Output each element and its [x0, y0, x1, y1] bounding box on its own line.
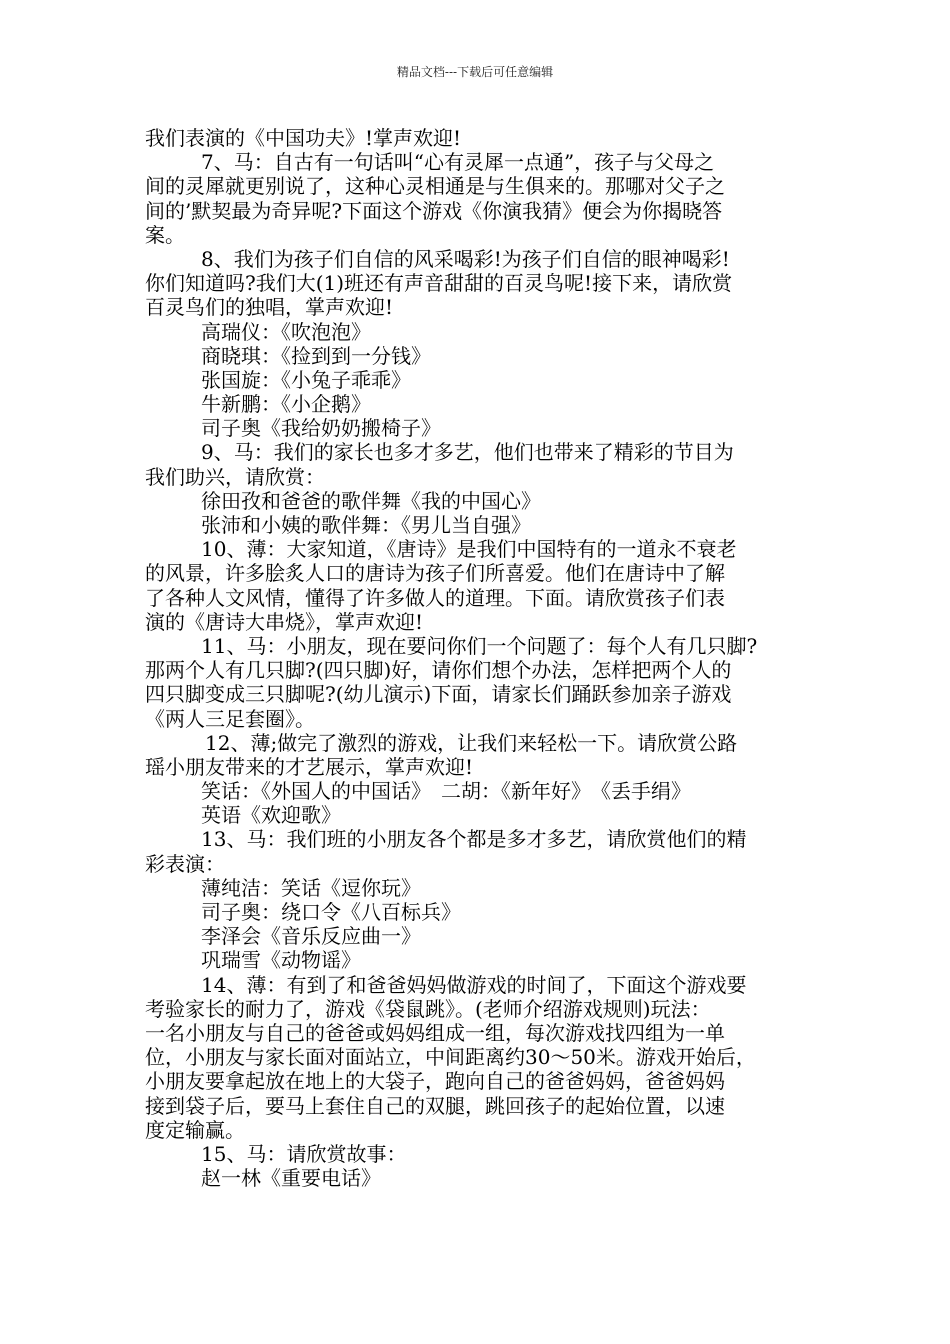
text-line: 一名小朋友与自己的爸爸或妈妈组成一组，每次游戏找四组为一单: [145, 1020, 725, 1045]
text-line: 10、薄：大家知道，《唐诗》是我们中国特有的一道永不衰老: [201, 537, 737, 562]
text-line: 7、马：自古有一句话叫“心有灵犀一点通”，孩子与父母之: [201, 150, 715, 175]
text-line: 徐田孜和爸爸的歌伴舞《我的中国心》: [201, 488, 541, 513]
text-line: 张沛和小姨的歌伴舞：《男儿当自强》: [201, 513, 531, 537]
text-line: 9、马：我们的家长也多才多艺，他们也带来了精彩的节目为: [201, 440, 734, 465]
text-line: 位，小朋友与家长面对面站立，中间距离约30～50米。游戏开始后，: [145, 1045, 756, 1070]
text-line: 的风景，许多脍炙人口的唐诗为孩子们所喜爱。他们在唐诗中了解: [145, 561, 725, 586]
text-line: 13、马：我们班的小朋友各个都是多才多艺，请欣赏他们的精: [201, 827, 747, 852]
document-body: [145, 126, 815, 1190]
text-line: 瑶小朋友带来的才艺展示，掌声欢迎!: [145, 754, 474, 779]
page-header: 精品文档---下载后可任意编辑: [396, 65, 554, 79]
text-line: 14、薄：有到了和爸爸妈妈做游戏的时间了，下面这个游戏要: [201, 972, 747, 997]
text-line: 商晓琪：《捡到到一分钱》: [201, 343, 431, 368]
text-line: 小朋友要拿起放在地上的大袋子，跑向自己的爸爸妈妈，爸爸妈妈: [145, 1069, 725, 1094]
text-line: 高瑞仪：《吹泡泡》: [201, 319, 371, 344]
text-line: 间的灵犀就更别说了，这种心灵相通是与生俱来的。那哪对父子之: [145, 174, 725, 199]
text-line: 司子奥《我给奶奶搬椅子》: [201, 416, 441, 441]
text-line: 张国旋：《小兔子乖乖》: [201, 367, 411, 392]
text-line: 巩瑞雪《动物谣》: [201, 948, 361, 973]
text-line: 赵一林《重要电话》: [201, 1166, 381, 1191]
text-line: 接到袋子后，要马上套住自己的双腿，跳回孩子的起始位置，以速: [145, 1093, 725, 1118]
text-line: 《两人三足套圈》。: [145, 706, 315, 731]
text-line: 我们表演的《中国功夫》!掌声欢迎!: [145, 126, 462, 150]
text-line: 度定输赢。: [145, 1117, 245, 1142]
text-line: 百灵鸟们的独唱，掌声欢迎!: [145, 295, 394, 320]
text-line: 11、马：小朋友，现在要问你们一个问题了：每个人有几只脚?: [201, 633, 758, 658]
text-line: 彩表演：: [145, 851, 225, 876]
text-line: 15、马：请欣赏故事：: [201, 1141, 407, 1166]
text-line: 间的’默契最为奇异呢?下面这个游戏《你演我猜》便会为你揭晓答: [145, 198, 723, 223]
text-line: 司子奥：绕口令《八百标兵》: [201, 900, 461, 924]
text-line: 了各种人文风情，懂得了许多做人的道理。下面。请欣赏孩子们表: [145, 585, 725, 610]
text-line: 考验家长的耐力了，游戏《袋鼠跳》。(老师介绍游戏规则)玩法：: [145, 996, 711, 1021]
text-line: 笑话：《外国人的中国话》 二胡：《新年好》 《丢手绢》: [201, 779, 691, 804]
text-line: 你们知道吗?我们大(1)班还有声音甜甜的百灵鸟呢!接下来，请欣赏: [145, 271, 733, 296]
text-line: 8、我们为孩子们自信的风采喝彩!为孩子们自信的眼神喝彩!: [201, 246, 730, 271]
text-line: 案。: [145, 222, 185, 247]
text-line: 四只脚变成三只脚呢?(幼儿演示)下面，请家长们踊跃参加亲子游戏: [145, 682, 732, 707]
text-line: 我们助兴，请欣赏：: [145, 464, 325, 489]
text-line: 英语《欢迎歌》: [201, 803, 341, 828]
text-line: 李泽会《音乐反应曲一》: [201, 924, 421, 949]
text-line: 牛新鹏：《小企鹅》: [201, 392, 371, 417]
text-line: 演的《唐诗大串烧》，掌声欢迎!: [145, 609, 424, 634]
text-line: 12、薄;做完了激烈的游戏，让我们来轻松一下。请欣赏公路: [205, 730, 738, 755]
text-line: 那两个人有几只脚?(四只脚)好，请你们想个办法，怎样把两个人的: [145, 658, 732, 683]
text-line: 薄纯洁：笑话《逗你玩》: [201, 875, 421, 900]
